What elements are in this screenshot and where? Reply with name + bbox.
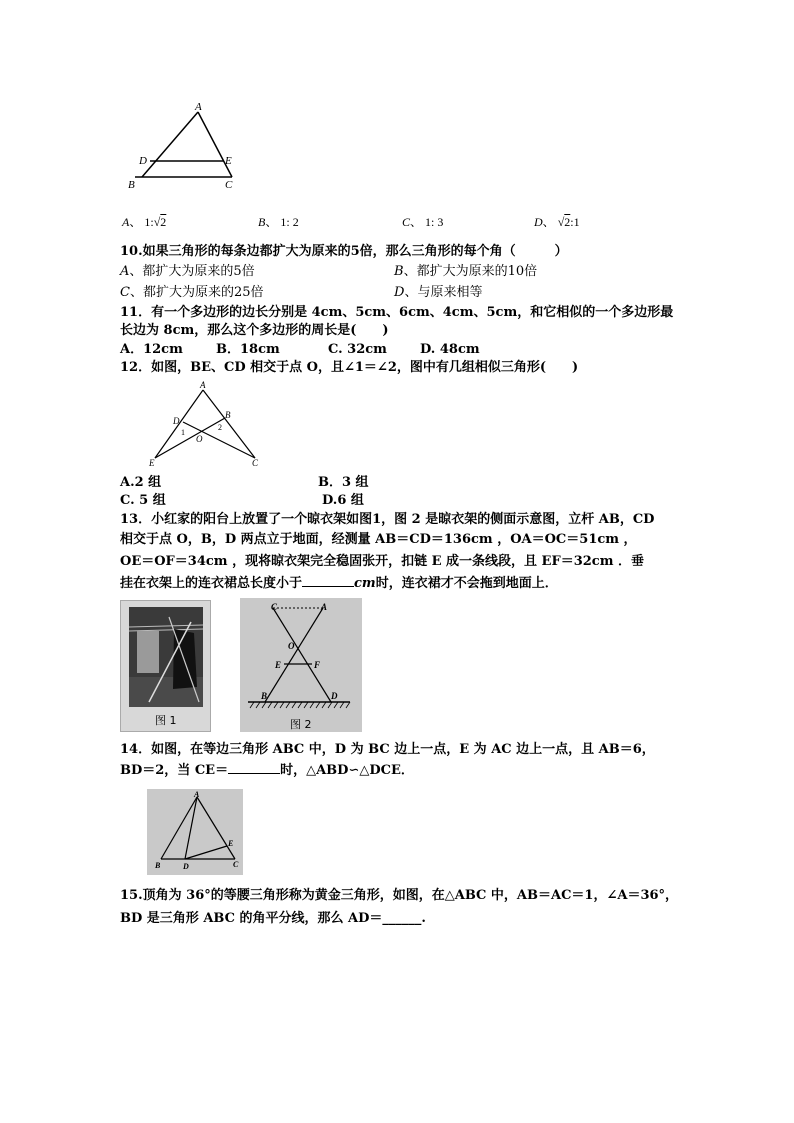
q9-option-c: C、 1: 3 (402, 215, 444, 229)
label-E: E (225, 155, 232, 167)
q11-option-d: D. 48cm (420, 342, 480, 357)
q13-line4: 挂在衣架上的连衣裙总长度小于 cm时，连衣裙才不会拖到地面上． (120, 576, 558, 591)
fig2-label-D: D (331, 691, 338, 701)
q12-option-d: D.6 组 (322, 493, 364, 508)
label-B: B (128, 179, 135, 191)
q12-label-2: 2 (218, 423, 222, 432)
q13-answer-blank (302, 586, 354, 587)
q13-line3: OE＝OF＝34cm ，现将晾衣架完全稳固张开，扣链 E 成一条线段，且 EF＝32cm ．垂 (120, 554, 644, 569)
q12-option-c: C. 5 组 (120, 493, 166, 508)
q12-label-O: O (196, 434, 203, 444)
q9-option-d: D、 √2:1 (534, 215, 580, 229)
q9-option-b: B、 1: 2 (258, 215, 299, 229)
fig2-caption: 图 2 (290, 718, 312, 731)
q13-line2: 相交于点 O，B，D 两点立于地面，经测量 AB＝CD＝136cm ，OA＝OC＝51cm ， (120, 532, 637, 547)
q15-line2: BD 是三角形 ABC 的角平分线，那么 AD＝______. (120, 911, 426, 926)
q11-option-b: B．18cm (216, 342, 280, 357)
q12-option-a: A.2 组 (120, 475, 162, 490)
q14-line2: BD＝2，当 CE＝ 时，△ABD∽△DCE． (120, 763, 414, 778)
q10-option-a: A、都扩大为原来的5倍 (120, 264, 255, 279)
q9-option-a: A、 1:√2 (122, 215, 167, 229)
q15-line1: 15.顶角为 36°的等腰三角形称为黄金三角形，如图，在△ABC 中，AB＝AC＝1，∠A＝36°， (120, 888, 679, 903)
q12-label-A: A (200, 380, 206, 390)
q10-option-b: B、都扩大为原来的10倍 (394, 264, 538, 279)
fig2-label-F: F (314, 660, 321, 670)
q11-option-a: A．12cm (120, 342, 183, 357)
q10-option-c: C、都扩大为原来的25倍 (120, 285, 264, 300)
drying-rack-diagram (240, 598, 362, 732)
q12-label-B: B (225, 410, 231, 420)
q13-line1: 13．小红家的阳台上放置了一个晾衣架如图1，图 2 是晾衣架的侧面示意图，立杆 AB，CD (120, 512, 655, 527)
fig2-label-B: B (261, 691, 268, 701)
fig2-label-A: A (321, 602, 328, 612)
q14-answer-blank (228, 773, 280, 774)
equilateral-triangle-figure (147, 789, 243, 875)
crossing-triangles-figure (145, 380, 270, 470)
q12-stem: 12．如图，BE、CD 相交于点 O，且∠1＝∠2，图中有几组相似三角形( ) (120, 360, 579, 375)
q12-option-b: B．3 组 (318, 475, 369, 490)
fig2-label-O: O (288, 641, 295, 651)
fig2-label-E: E (275, 660, 282, 670)
q10-stem: 10.如果三角形的每条边都扩大为原来的5倍，那么三角形的每个角（ ） (120, 244, 568, 259)
label-C: C (225, 179, 233, 191)
q14-label-E: E (228, 839, 234, 848)
q11-line2: 长边为 8cm，那么这个多边形的周长是( ) (120, 323, 389, 338)
label-A: A (195, 101, 202, 113)
q14-label-C: C (233, 860, 239, 869)
photo-scene (129, 607, 203, 707)
q14-label-A: A (194, 790, 200, 799)
drying-rack-photo (120, 600, 211, 732)
triangle-de-parallel-figure (125, 100, 245, 192)
q14-line1: 14．如图，在等边三角形 ABC 中，D 为 BC 边上一点，E 为 AC 边上一点，且 AB＝6， (120, 742, 655, 757)
q12-label-1: 1 (181, 428, 185, 437)
fig1-caption: 图 1 (155, 714, 177, 727)
q14-label-B: B (155, 861, 161, 870)
label-D: D (139, 155, 147, 167)
fig2-label-C: C (271, 602, 278, 612)
q12-label-D: D (173, 416, 180, 426)
q14-label-D: D (183, 862, 189, 871)
q11-option-c: C. 32cm (328, 342, 387, 357)
q11-line1: 11．有一个多边形的边长分别是 4cm、5cm、6cm、4cm、5cm，和它相似的一个多边形最 (120, 305, 674, 320)
q12-label-C: C (252, 458, 259, 468)
q10-option-d: D、与原来相等 (394, 285, 483, 300)
q12-label-E: E (149, 458, 155, 468)
